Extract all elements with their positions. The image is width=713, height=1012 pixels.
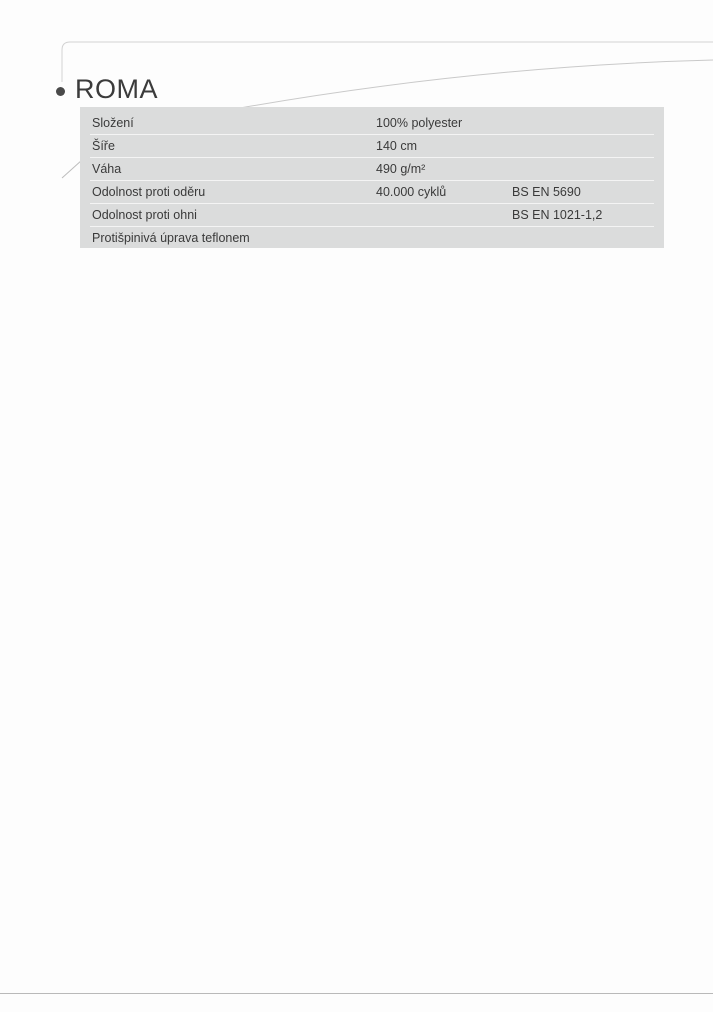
spec-standard: BS EN 1021-1,2	[512, 208, 603, 222]
bottom-divider	[0, 993, 713, 994]
spec-label: Odolnost proti oděru	[92, 185, 206, 199]
spec-label: Složení	[92, 116, 134, 130]
spec-label: Váha	[92, 162, 122, 176]
bullet-icon	[56, 87, 65, 96]
spec-standard: BS EN 5690	[512, 185, 581, 199]
spec-value: 100% polyester	[376, 116, 463, 130]
product-title: ROMA	[75, 73, 158, 104]
spec-label: Odolnost proti ohni	[92, 208, 197, 222]
spec-row-width	[90, 135, 654, 158]
spec-label: Protišpinivá úprava teflonem	[92, 231, 250, 245]
spec-row-composition	[90, 112, 654, 135]
spec-row-fire	[90, 204, 654, 227]
spec-row-abrasion	[90, 181, 654, 204]
spec-value: 490 g/m²	[376, 162, 426, 176]
spec-row-weight	[90, 158, 654, 181]
spec-row-teflon	[90, 227, 654, 250]
spec-label: Šíře	[92, 139, 115, 153]
product-heading	[56, 72, 158, 106]
spec-value: 140 cm	[376, 139, 417, 153]
spec-value: 40.000 cyklů	[376, 185, 447, 199]
spec-table	[80, 107, 664, 248]
